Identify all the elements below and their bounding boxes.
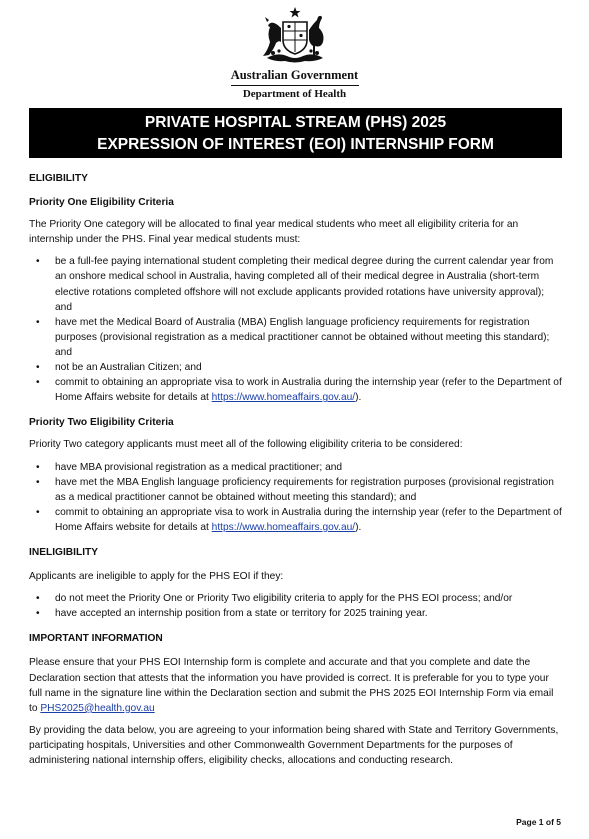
list-item: • have met the MBA English language proficiency requirements for registration purposes (provisional registration as a medical practitioner cannot be obtained without meeting this standard); and (29, 475, 562, 505)
visa-item-text: commit to obtaining an appropriate visa to work in Australia during the internship year (refer to the Department of Home Affairs website for details at (55, 506, 562, 533)
visa-item-end: ). (355, 392, 362, 404)
government-logo (0, 6, 589, 100)
ineligibility-list (29, 591, 562, 621)
important-info-para2: By providing the data below, you are agreeing to your information being shared with State and Territory Governments, participating hospitals, Universities and other Commonwealth Government Departments for the purposes of administering national internship offers, eligibility checks, allocations and conducting research. (29, 724, 559, 766)
priority-one-heading: Priority One Eligibility Criteria (29, 197, 174, 209)
list-item: • have accepted an internship position from a state or territory for 2025 training year. (29, 606, 562, 621)
ineligibility-intro: Applicants are ineligible to apply for the PHS EOI if they: (29, 571, 284, 583)
important-info-heading: IMPORTANT INFORMATION (29, 633, 163, 645)
important-info-text: Please ensure that your PHS EOI Internship form is complete and accurate and that you complete and date the Declaration section that attests that the information you have provided is correct. It is preferable for you to type your full name in the signature line within the Declaration section and submit the PHS 2025 EOI Internship Form via email to (29, 657, 554, 714)
priority-two-list (29, 460, 562, 535)
priority-one-list (29, 254, 562, 405)
home-affairs-link[interactable]: https://www.homeaffairs.gov.au/ (211, 392, 356, 404)
list-item: • not be an Australian Citizen; and (29, 360, 562, 375)
list-item: • have MBA provisional registration as a medical practitioner; and (29, 460, 562, 475)
submission-email-link[interactable]: PHS2025@health.gov.au (40, 702, 155, 714)
priority-one-intro: The Priority One category will be allocated to final year medical students who meet all eligibility criteria for an internship under the PHS. Final year medical students must: (29, 219, 519, 246)
visa-item-text: commit to obtaining an appropriate visa to work in Australia during the internship year (refer to the Department of Home Affairs website for details at (55, 377, 562, 404)
logo-divider (231, 85, 359, 86)
visa-item-end: ). (355, 521, 362, 533)
important-info-para1 (29, 655, 562, 715)
department-name: Department of Health (242, 88, 347, 100)
government-name: Australian Government (230, 68, 359, 82)
list-item: • have met the Medical Board of Australia (MBA) English language proficiency requirements for registration purposes (provisional registration as a medical practitioner cannot be obtained without meeting this standard); and (29, 315, 562, 360)
eligibility-heading: ELIGIBILITY (29, 173, 88, 184)
priority-two-heading: Priority Two Eligibility Criteria (29, 417, 174, 429)
page-number: Page 1 of 5 (516, 817, 561, 827)
form-title-line1: PRIVATE HOSPITAL STREAM (PHS) 2025 (144, 114, 447, 131)
list-item (29, 375, 562, 405)
home-affairs-link[interactable]: https://www.homeaffairs.gov.au/ (211, 521, 356, 533)
list-item: • be a full-fee paying international student completing their medical degree during the current calendar year from an onshore medical school in Australia, having completed all of their medical degree in Australia (short-term elective rotations completed offshore will not exclude applicants provided rotations have university approval); and (29, 254, 562, 314)
ineligibility-heading: INELIGIBILITY (29, 546, 99, 558)
form-title-banner (29, 108, 562, 158)
list-item: • do not meet the Priority One or Priority Two eligibility criteria to apply for the PHS EOI process; and/or (29, 591, 562, 606)
document-body (29, 171, 562, 775)
list-item (29, 505, 562, 535)
priority-two-intro: Priority Two category applicants must meet all of the following eligibility criteria to be considered: (29, 439, 463, 451)
form-title-line2: EXPRESSION OF INTEREST (EOI) INTERNSHIP FORM (97, 136, 494, 153)
coat-of-arms-icon (257, 6, 333, 66)
